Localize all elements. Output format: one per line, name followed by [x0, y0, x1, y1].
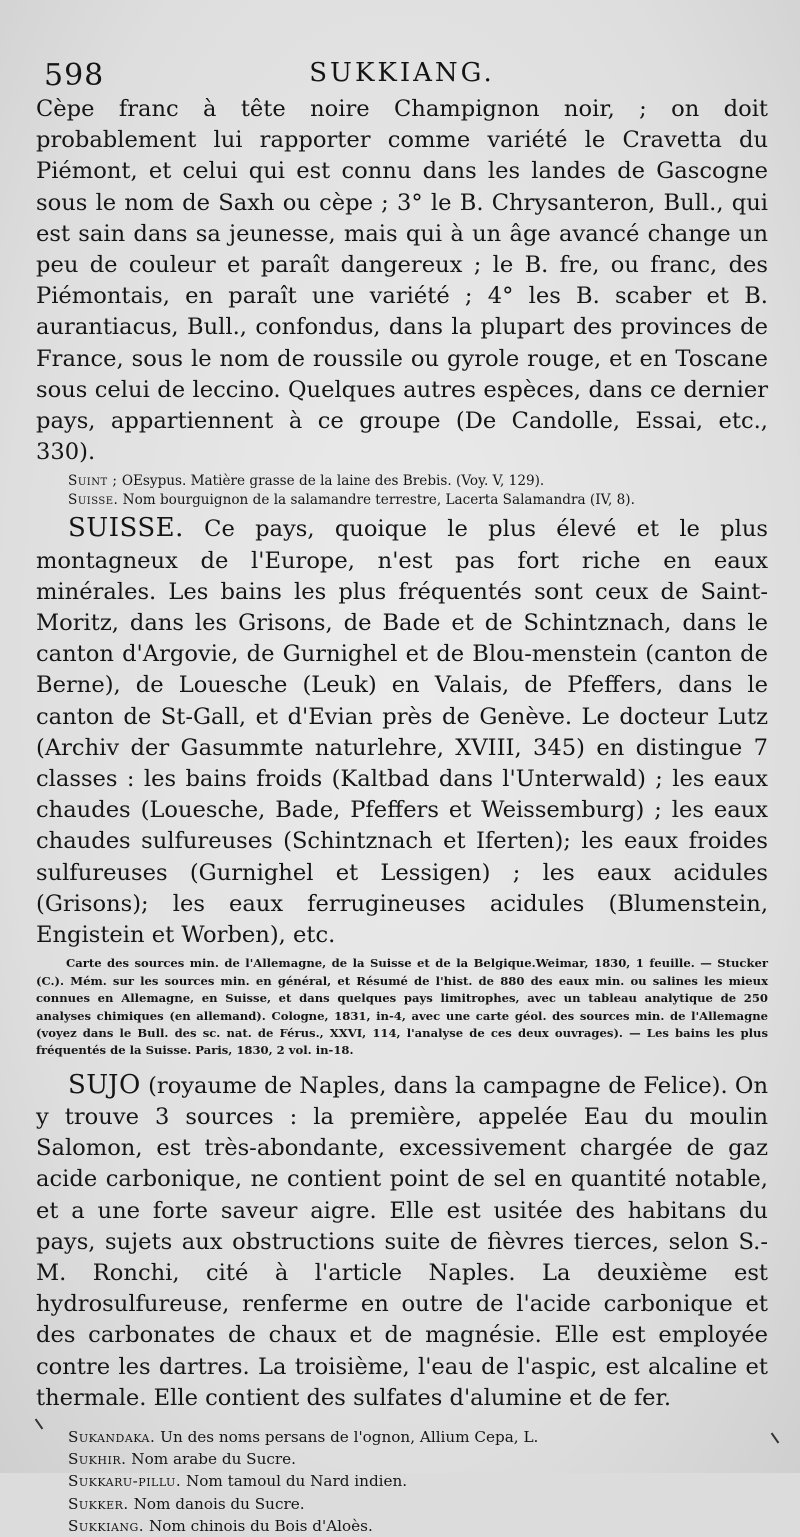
entry-term: Sukker. — [68, 1494, 129, 1513]
entry-text: Nom tamoul du Nard indien. — [185, 1472, 408, 1491]
article-sujo-text: (royaume de Naples, dans la campagne de Felice). On y trouve 3 sources : la première, appelée Eau du moulin Salomon, est très-abondante, excessivement chargée de gaz acide carbonique, ne contient point de sel en quantité notable, et a une forte saveur aigre. Elle est usitée des habitans du pays, sujets aux obstructions suite de fièvres tierces, selon S.-M. Ronchi, cité à l'article Naples. La deuxième est hydrosulfureuse, renferme en outre de l'acide carbonique et des carbonates de chaux et de magnésie. Elle est employée contre les dartres. La troisième, l'eau de l'aspic, est alcaline et thermale. Elle contient des sulfates d'alumine et de fer. — [36, 1072, 769, 1411]
entry-sukandaka — [36, 1426, 768, 1448]
entry-text: OEsypus. Matière grasse de la laine des Brebis. (Voy. V, 129). — [121, 473, 545, 490]
headword-sujo: SUJO — [68, 1069, 141, 1100]
entry-suisse-salamander — [36, 491, 768, 510]
article-suisse — [36, 513, 768, 951]
article-suisse-text: Ce pays, quoique le plus élevé et le plus montagneux de l'Europe, n'est pas fort riche en eaux minérales. Les bains les plus fréquentés sont ceux de Saint-Moritz, dans les Grisons, de Bade et de Schintznach, dans le canton d'Argovie, de Gurnighel et de Blou-menstein (canton de Berne), de Louesche (Leuk) en Valais, de Pfeffers, dans le canton de St-Gall, et d'Evian près de Genève. Le docteur Lutz (Archiv der Gasummte naturlehre, XVIII, 345) en distingue 7 classes : les bains froids (Kaltbad dans l'Unterwald) ; les eaux chaudes (Louesche, Bade, Pfeffers et Weissemburg) ; les eaux chaudes sulfureuses (Schintznach et Iferten); les eaux froides sulfureuses (Gurnighel et Lessigen) ; les eaux acidules (Grisons); les eaux ferrugineuses acidules (Blumenstein, Engistein et Worben), etc. — [36, 516, 769, 949]
entry-term: Suint ; — [68, 473, 118, 490]
page-number: 598 — [44, 58, 105, 93]
entry-sukkaru-pillu — [36, 1470, 768, 1492]
entry-term: Sukandaka. — [68, 1427, 156, 1446]
entry-text: Nom bourguignon de la salamandre terrestre, Lacerta Salamandra (IV, 8). — [122, 491, 635, 508]
entry-suint — [36, 472, 768, 491]
entry-term: Sukhir. — [68, 1450, 127, 1469]
entry-sukkiang — [36, 1515, 768, 1537]
bibliography-suisse: Carte des sources min. de l'Allemagne, de la Suisse et de la Belgique.Weimar, 1830, 1 feuille. — Stucker (C.). Mém. sur les sources min. en général, et Résumé de l'hist. de 880 des eaux min. ou salines les mieux connues en Allemagne, en Suisse, et dans quelques pays limitrophes, avec un tableau analytique de 250 analyses chimiques (en allemand). Cologne, 1831, in-4, avec une carte géol. des sources min. de l'Allemagne (voyez dans le Bull. des sc. nat. de Férus., XXVI, 114, l'analyse de ces deux ouvrages). — Les bains les plus fréquentés de la Suisse. Paris, 1830, 2 vol. in-18. — [36, 956, 768, 1058]
paragraph-boletus: Cèpe franc à tête noire Champignon noir, ; on doit probablement lui rapporter comme variété le Cravetta du Piémont, et celui qui est connu dans les landes de Gascogne sous le nom de Saxh ou cèpe ; 3° le B. Chrysanteron, Bull., qui est sain dans sa jeunesse, mais qui à un âge avancé change un peu de couleur et paraît dangereux ; le B. fre, ou franc, des Piémontais, en paraît une variété ; 4° les B. scaber et B. aurantiacus, Bull., confondus, dans la plupart des provinces de France, sous le nom de roussile ou gyrole rouge, et en Toscane sous celui de leccino. Quelques autres espèces, dans ce dernier pays, appartiennent à ce groupe (De Candolle, Essai, etc., 330). — [36, 96, 768, 466]
entry-sukker — [36, 1493, 768, 1515]
short-entries-list — [36, 1426, 768, 1537]
article-sujo — [36, 1070, 768, 1414]
entry-term: Sukkiang. — [68, 1516, 145, 1535]
running-head: SUKKIANG. — [309, 58, 495, 88]
entry-text: Nom arabe du Sucre. — [131, 1450, 296, 1469]
headword-suisse: SUISSE. — [68, 513, 184, 544]
page-header — [36, 52, 768, 94]
entry-text: Nom chinois du Bois d'Aloès. — [148, 1516, 373, 1535]
entry-term: Sukkaru-pillu. — [68, 1472, 182, 1491]
entry-sukhir — [36, 1448, 768, 1470]
entry-text: Un des noms persans de l'ognon, Allium Cepa, L. — [160, 1427, 539, 1446]
ink-speck — [771, 1433, 780, 1444]
entry-term: Suisse. — [68, 491, 119, 508]
entry-text: Nom danois du Sucre. — [133, 1494, 305, 1513]
